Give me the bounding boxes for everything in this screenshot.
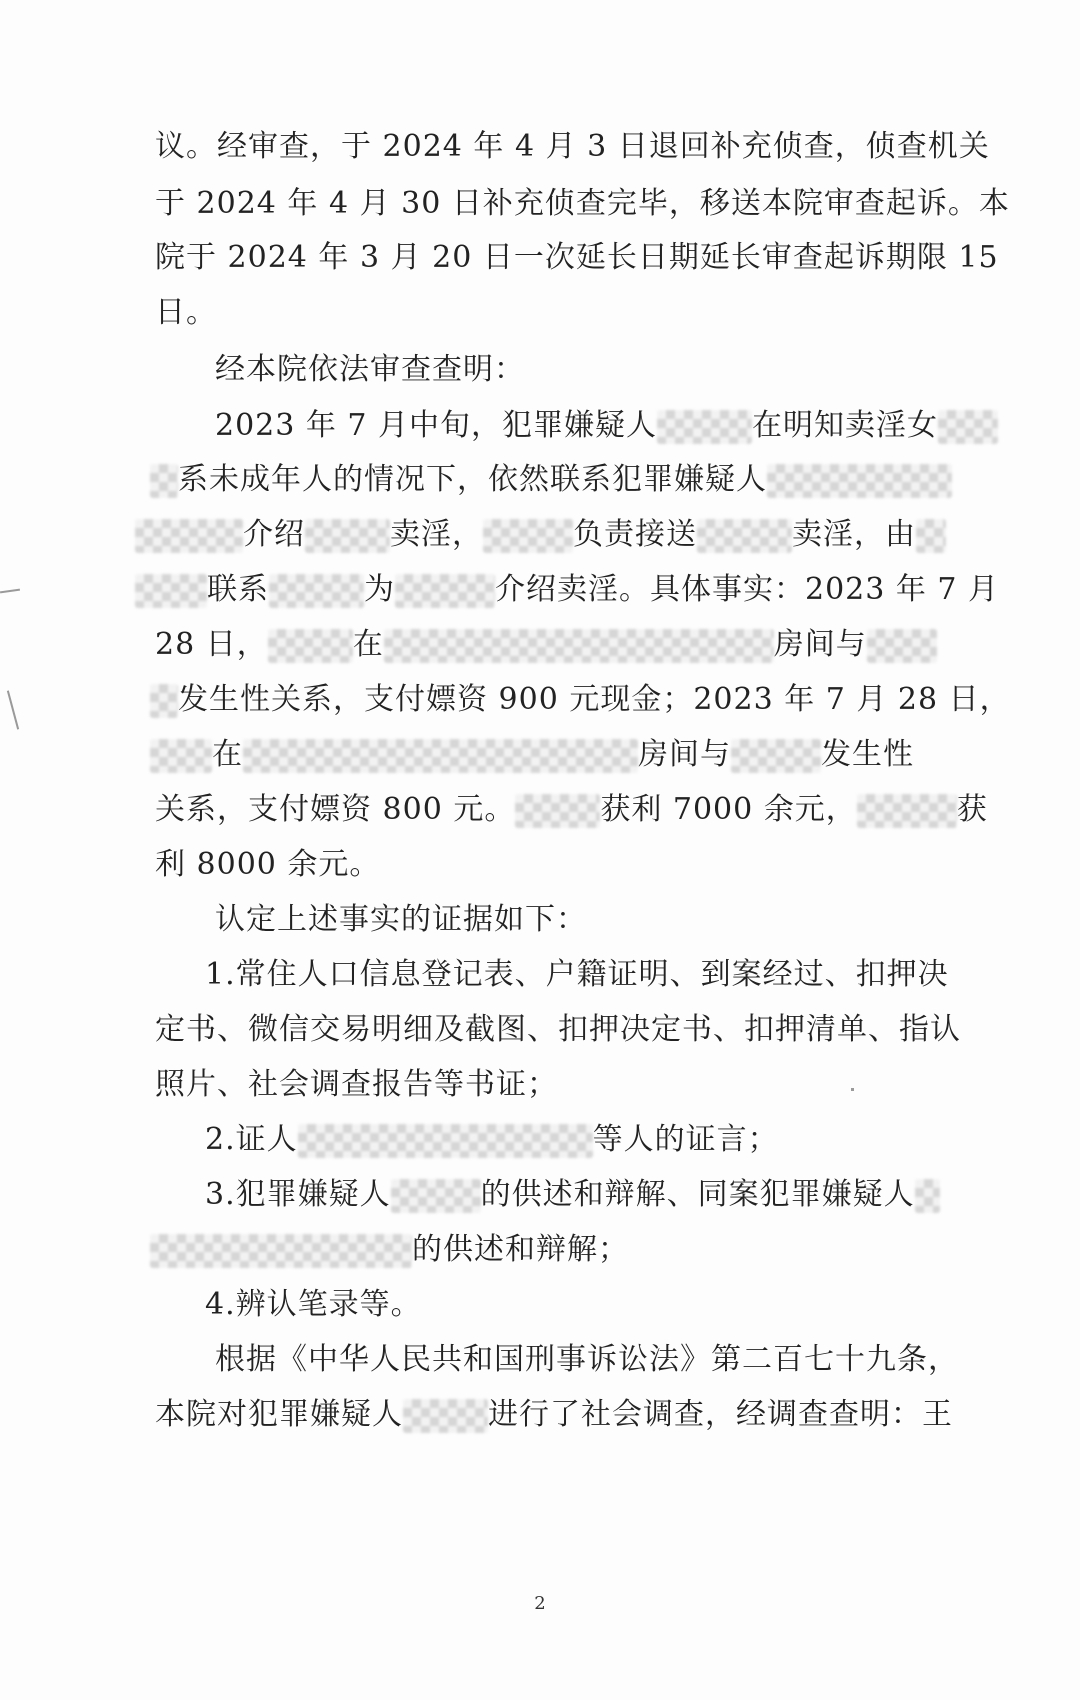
text-segment: 2.证人 bbox=[205, 1122, 298, 1157]
section-heading bbox=[215, 350, 525, 390]
redacted-address bbox=[384, 629, 774, 663]
text-line bbox=[150, 1230, 629, 1270]
redacted-address bbox=[243, 739, 638, 773]
text-segment: 日。 bbox=[155, 295, 217, 330]
text-line bbox=[135, 515, 946, 555]
evidence-item bbox=[205, 1285, 422, 1325]
text-segment: 进行了社会调查，经调查查明：王 bbox=[488, 1397, 953, 1432]
text-line bbox=[150, 680, 1011, 720]
text-segment: 2023 年 7 月中旬，犯罪嫌疑人 bbox=[215, 408, 658, 443]
redacted-name bbox=[150, 739, 212, 773]
redacted-name bbox=[938, 410, 998, 444]
text-segment: 卖淫，由 bbox=[792, 517, 916, 552]
redacted-name bbox=[483, 519, 573, 553]
redacted-names bbox=[150, 1234, 412, 1268]
text-segment: 系未成年人的情况下，依然联系犯罪嫌疑人 bbox=[178, 462, 767, 497]
redacted-name bbox=[135, 519, 243, 553]
evidence-item bbox=[205, 955, 949, 995]
text-segment: 卖淫， bbox=[390, 517, 483, 552]
text-line bbox=[215, 1340, 959, 1380]
redacted-name bbox=[268, 629, 353, 663]
text-segment: 等人的证言； bbox=[592, 1122, 779, 1157]
text-line bbox=[155, 625, 937, 665]
text-line bbox=[155, 1395, 953, 1435]
text-segment: 28 日， bbox=[155, 627, 268, 662]
redacted-name bbox=[767, 464, 952, 498]
redacted-name bbox=[867, 629, 937, 663]
text-line bbox=[215, 406, 998, 446]
text-line bbox=[155, 1065, 558, 1105]
redacted-name bbox=[916, 519, 946, 553]
redacted-name bbox=[395, 574, 495, 608]
text-line bbox=[155, 184, 1010, 224]
text-segment: 发生性 bbox=[821, 737, 914, 772]
redacted-name bbox=[857, 794, 957, 828]
text-segment: 房间与 bbox=[638, 737, 731, 772]
text-line bbox=[150, 460, 952, 500]
text-segment: 介绍卖淫。具体事实：2023 年 7 月 bbox=[495, 572, 1000, 607]
text-segment: 本院对犯罪嫌疑人 bbox=[155, 1397, 403, 1432]
text-segment: 定书、微信交易明细及截图、扣押决定书、扣押清单、指认 bbox=[155, 1012, 961, 1047]
text-segment: 院于 2024 年 3 月 20 日一次延长日期延长审查起诉期限 15 bbox=[155, 240, 999, 275]
text-segment: 议。经审查，于 2024 年 4 月 3 日退回补充侦查，侦查机关 bbox=[155, 129, 990, 164]
section-heading bbox=[215, 900, 587, 940]
text-line bbox=[155, 845, 380, 885]
text-segment: 房间与 bbox=[773, 627, 867, 662]
text-line bbox=[155, 790, 988, 830]
redacted-name bbox=[391, 1179, 481, 1213]
text-segment: 联系 bbox=[207, 572, 269, 607]
text-segment: 在 bbox=[212, 737, 243, 772]
redacted-name bbox=[150, 684, 178, 718]
text-segment: 获利 7000 余元， bbox=[600, 792, 857, 827]
text-segment: 于 2024 年 4 月 30 日补充侦查完毕，移送本院审查起诉。本 bbox=[155, 186, 1010, 221]
redacted-name bbox=[150, 464, 178, 498]
evidence-item bbox=[205, 1120, 779, 1160]
text-segment: 在 bbox=[352, 627, 384, 662]
text-segment: 4.辨认笔录等。 bbox=[205, 1287, 422, 1322]
text-line bbox=[135, 570, 999, 610]
text-segment: 3.犯罪嫌疑人 bbox=[205, 1177, 391, 1212]
text-segment: 发生性关系，支付嫖资 900 元现金；2023 年 7 月 28 日， bbox=[178, 682, 1011, 717]
text-segment: 经本院依法审查查明： bbox=[215, 352, 525, 387]
text-segment: 认定上述事实的证据如下： bbox=[215, 902, 587, 937]
redacted-name bbox=[135, 574, 207, 608]
redacted-name bbox=[403, 1399, 488, 1433]
text-segment: 的供述和辩解； bbox=[412, 1232, 629, 1267]
redacted-name bbox=[915, 1179, 940, 1213]
redacted-name bbox=[515, 794, 600, 828]
evidence-item bbox=[205, 1175, 940, 1215]
text-segment: 负责接送 bbox=[573, 517, 697, 552]
redacted-witnesses bbox=[298, 1124, 593, 1158]
text-line bbox=[155, 127, 990, 167]
text-segment: 1.常住人口信息登记表、户籍证明、到案经过、扣押决 bbox=[205, 957, 949, 992]
text-line bbox=[155, 238, 999, 278]
text-line bbox=[155, 293, 217, 333]
redacted-name bbox=[657, 410, 752, 444]
text-segment: 获 bbox=[956, 792, 988, 827]
text-segment: 照片、社会调查报告等书证； bbox=[155, 1067, 558, 1102]
redacted-name bbox=[731, 739, 821, 773]
redacted-name bbox=[697, 519, 792, 553]
text-line bbox=[155, 1010, 961, 1050]
text-segment: 关系，支付嫖资 800 元。 bbox=[155, 792, 516, 827]
text-segment: 为 bbox=[364, 572, 395, 607]
text-segment: 在明知卖淫女 bbox=[752, 408, 939, 443]
page-number: 2 bbox=[534, 1593, 546, 1614]
text-segment: 利 8000 余元。 bbox=[155, 847, 381, 882]
text-segment: 介绍 bbox=[243, 517, 305, 552]
redacted-name bbox=[269, 574, 364, 608]
text-line bbox=[150, 735, 914, 775]
text-segment: 的供述和辩解、同案犯罪嫌疑人 bbox=[480, 1177, 915, 1212]
text-segment: 根据《中华人民共和国刑事诉讼法》第二百七十九条， bbox=[215, 1342, 959, 1377]
redacted-name bbox=[305, 519, 390, 553]
